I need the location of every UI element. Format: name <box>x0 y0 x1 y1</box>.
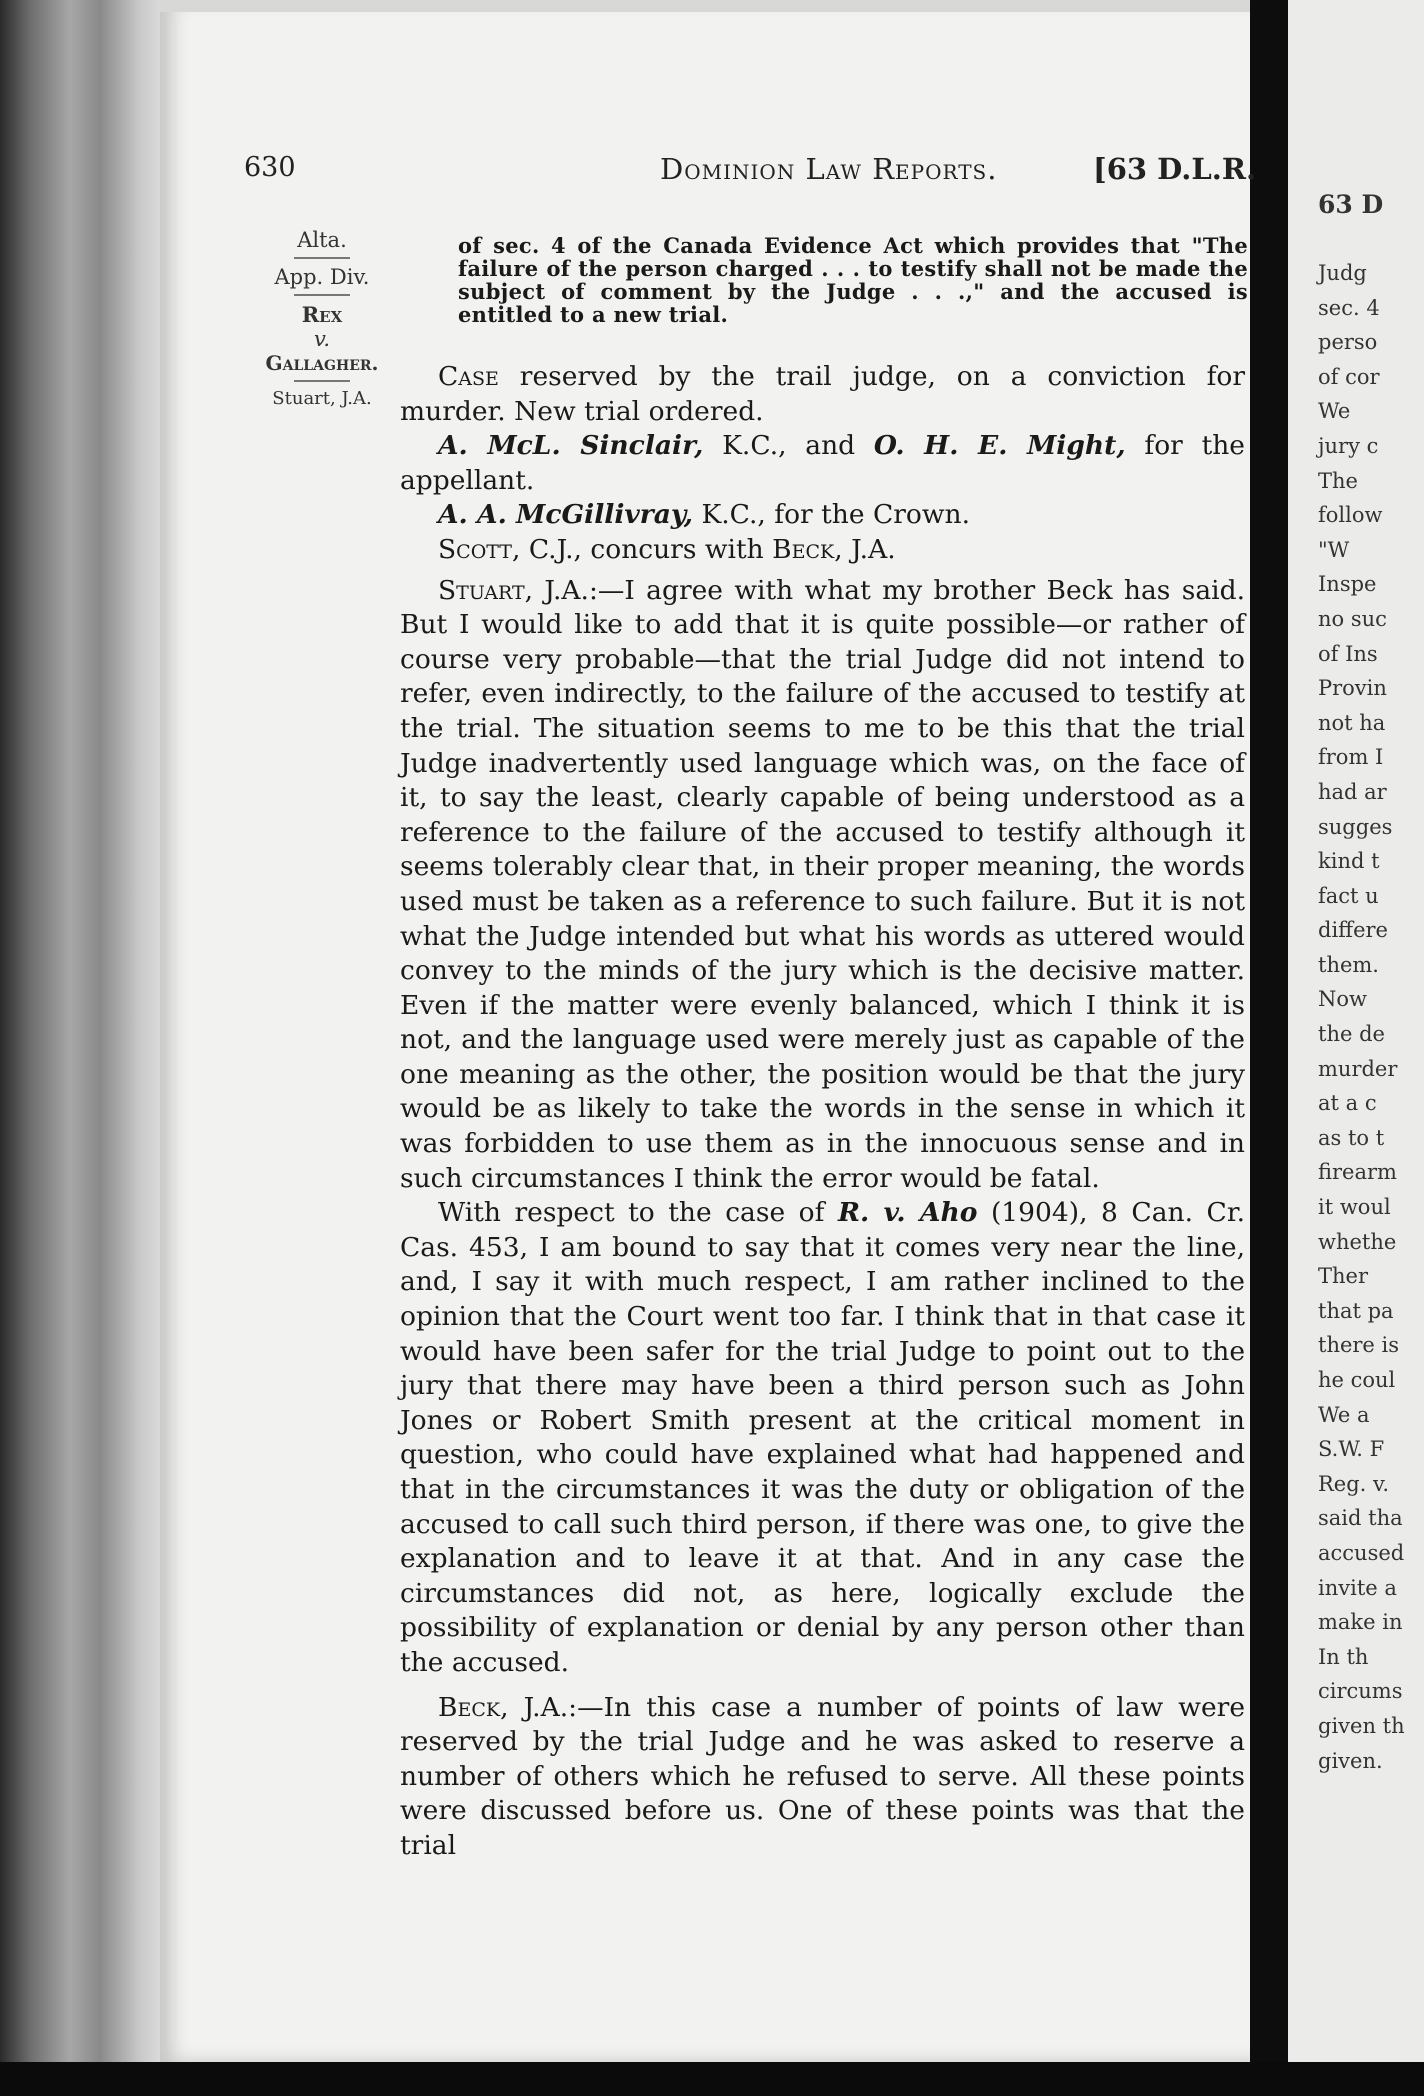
facing-page-line: given. <box>1318 1748 1383 1773</box>
facing-page-line: of Ins <box>1318 641 1378 666</box>
opinion-text: , J.A.:—I agree with what my brother Beck has said. But I would like to add that it is quite possible—or rather of course very probable—that the trial Judge did not intend to refer, even indirectly, to the failure of the accused to testify at the trial. The situation seems to me to be this that the trial Judge inadvertently used language which was, on the face of it, to say the least, clearly capable of being understood as a reference to the failure of the accused to testify although it seems tolerably clear that, in their proper meaning, the words used must be taken as a reference to such failure. But it is not what the Judge intended but what his words as uttered would convey to the minds of the jury which is the decisive matter. Even if the matter were evenly balanced, which I think it is not, and the language used were merely just as capable of the one meaning as the other, the position would be that the jury would be as likely to take the words in the sense in which it was forbidden to use them as in the innocuous sense and in such circumstances I think the error would be fatal. <box>400 574 1245 1194</box>
facing-page-text <box>1318 256 1405 1778</box>
facing-page-line: that pa <box>1318 1298 1394 1323</box>
facing-page-line: there is <box>1318 1333 1400 1358</box>
facing-page-line: We a <box>1318 1402 1370 1427</box>
divider <box>294 380 350 382</box>
main-text <box>400 360 1245 1864</box>
facing-page-line: said tha <box>1318 1506 1403 1531</box>
facing-page-line: perso <box>1318 330 1378 355</box>
running-title: Dominion Law Reports. <box>660 152 998 186</box>
facing-page-line: kind t <box>1318 849 1380 874</box>
facing-page-line: circums <box>1318 1679 1403 1704</box>
counsel-name: A. A. McGillivray, <box>438 499 694 531</box>
facing-page-line: Inspe <box>1318 572 1377 597</box>
facing-page-line: accused <box>1318 1540 1405 1565</box>
headnote: of sec. 4 of the Canada Evidence Act which provides that "The failure of the person charged . . . to testify shall not be made the subject of comment by the Judge . . .," and the accused is entitled to a new trial. <box>458 233 1248 327</box>
facing-page-line: no suc <box>1318 606 1387 631</box>
facing-page-line: sugges <box>1318 814 1393 839</box>
counsel-name: O. H. E. Might, <box>873 430 1126 462</box>
margin-note <box>252 228 392 409</box>
judge-name: Scott <box>438 533 512 565</box>
concurrence-text: , C.J., concurs with <box>511 533 773 565</box>
divider <box>294 257 350 259</box>
counsel-crown <box>400 498 1245 533</box>
case-name-versus: v. <box>313 327 331 351</box>
page-top-edge <box>160 0 1265 12</box>
facing-page-header: 63 D <box>1318 190 1384 219</box>
facing-page-line: In th <box>1318 1644 1369 1669</box>
facing-page-line: invite a <box>1318 1575 1397 1600</box>
facing-page-line: not ha <box>1318 710 1386 735</box>
stuart-aho-paragraph <box>400 1196 1245 1680</box>
facing-page-line: he coul <box>1318 1368 1396 1392</box>
book-gutter <box>1250 0 1288 2096</box>
judge-name: Beck <box>438 1691 501 1723</box>
page-number: 630 <box>244 152 296 183</box>
case-citation: R. v. Aho <box>838 1197 978 1229</box>
facing-page-line: Ther <box>1318 1264 1368 1289</box>
facing-page-line: jury c <box>1318 433 1379 458</box>
facing-page-line: from I <box>1318 745 1384 770</box>
facing-page-line: murder <box>1318 1056 1398 1081</box>
book-spine <box>0 0 170 2096</box>
judge-label: Stuart, J.A. <box>272 388 372 409</box>
province-label: Alta. <box>297 228 347 252</box>
divider <box>294 294 350 296</box>
facing-page-line: The <box>1318 468 1358 493</box>
beck-opinion-paragraph <box>400 1691 1245 1864</box>
opinion-text: With respect to the case of <box>438 1197 838 1229</box>
facing-page-line: follow <box>1318 503 1383 528</box>
facing-page-line: firearm <box>1318 1160 1397 1185</box>
facing-page-line: sec. 4 <box>1318 295 1380 320</box>
facing-page-line: at a c <box>1318 1091 1377 1116</box>
case-name-party: Gallagher. <box>265 351 379 375</box>
concurrence-text: , J.A. <box>834 533 896 565</box>
facing-page-line: them. <box>1318 952 1379 977</box>
facing-page-line: given th <box>1318 1713 1405 1738</box>
court-label: App. Div. <box>274 265 370 289</box>
facing-page-line: Judg <box>1318 261 1367 285</box>
facing-page-line: as to t <box>1318 1125 1385 1150</box>
facing-page-line: of cor <box>1318 364 1380 389</box>
facing-page-line: Now <box>1318 987 1367 1012</box>
facing-page-line: Reg. v. <box>1318 1471 1390 1496</box>
judge-name: Stuart <box>438 574 525 606</box>
facing-page-line: had ar <box>1318 779 1387 804</box>
stuart-opinion-paragraph <box>400 574 1245 1197</box>
opinion-text: , J.A.:—In this case a number of points of law were reserved by the trial Judge and he was asked to reserve a number of others which he refused to serve. All these points were discussed before us. One of these points was that the trial <box>400 1691 1245 1861</box>
concurrence <box>400 533 1245 568</box>
facing-page-line: whethe <box>1318 1229 1397 1254</box>
counsel-text: K.C., and <box>703 430 874 462</box>
facing-page-line: differe <box>1318 918 1388 943</box>
facing-page-line: the de <box>1318 1022 1385 1047</box>
case-reserved-paragraph <box>400 360 1245 429</box>
facing-page-line: make in <box>1318 1610 1403 1635</box>
counsel-text: K.C., for the Crown. <box>693 499 971 531</box>
facing-page-line: S.W. F <box>1318 1437 1385 1462</box>
case-reserved-text: reserved by the trail judge, on a conviction for murder. New trial ordered. <box>400 361 1245 427</box>
case-name-rex: Rex <box>301 302 343 327</box>
facing-page-line: fact u <box>1318 883 1379 908</box>
opinion-text: (1904), 8 Can. Cr. Cas. 453, I am bound to say that it comes very near the line, and, I say it with much respect, I am rather inclined to the opinion that the Court went too far. I think that in that case it would have been safer for the trial Judge to point out to the jury that there may have been a third person such as John Jones or Robert Smith present at the critical moment in question, who could have explained what had happened and that in the circumstances it was the duty or obligation of the accused to call such third person, if there was one, to give the explanation and to leave it at that. And in any case the circumstances did not, as here, logically exclude the possibility of explanation or denial by any person other than the accused. <box>400 1197 1245 1678</box>
facing-page-line: We <box>1318 399 1351 424</box>
counsel-text: for the appellant. <box>400 430 1245 496</box>
facing-page-line: "W <box>1318 537 1350 562</box>
counsel-name: A. McL. Sinclair, <box>438 430 704 462</box>
scan-bottom-edge <box>0 2062 1424 2096</box>
case-lead: Case <box>438 361 499 392</box>
counsel-appellant <box>400 429 1245 498</box>
volume-reference: [63 D.L.R. <box>1093 152 1257 186</box>
judge-name: Beck <box>772 533 835 565</box>
facing-page-line: it woul <box>1318 1195 1391 1220</box>
facing-page-line: Provin <box>1318 676 1387 701</box>
